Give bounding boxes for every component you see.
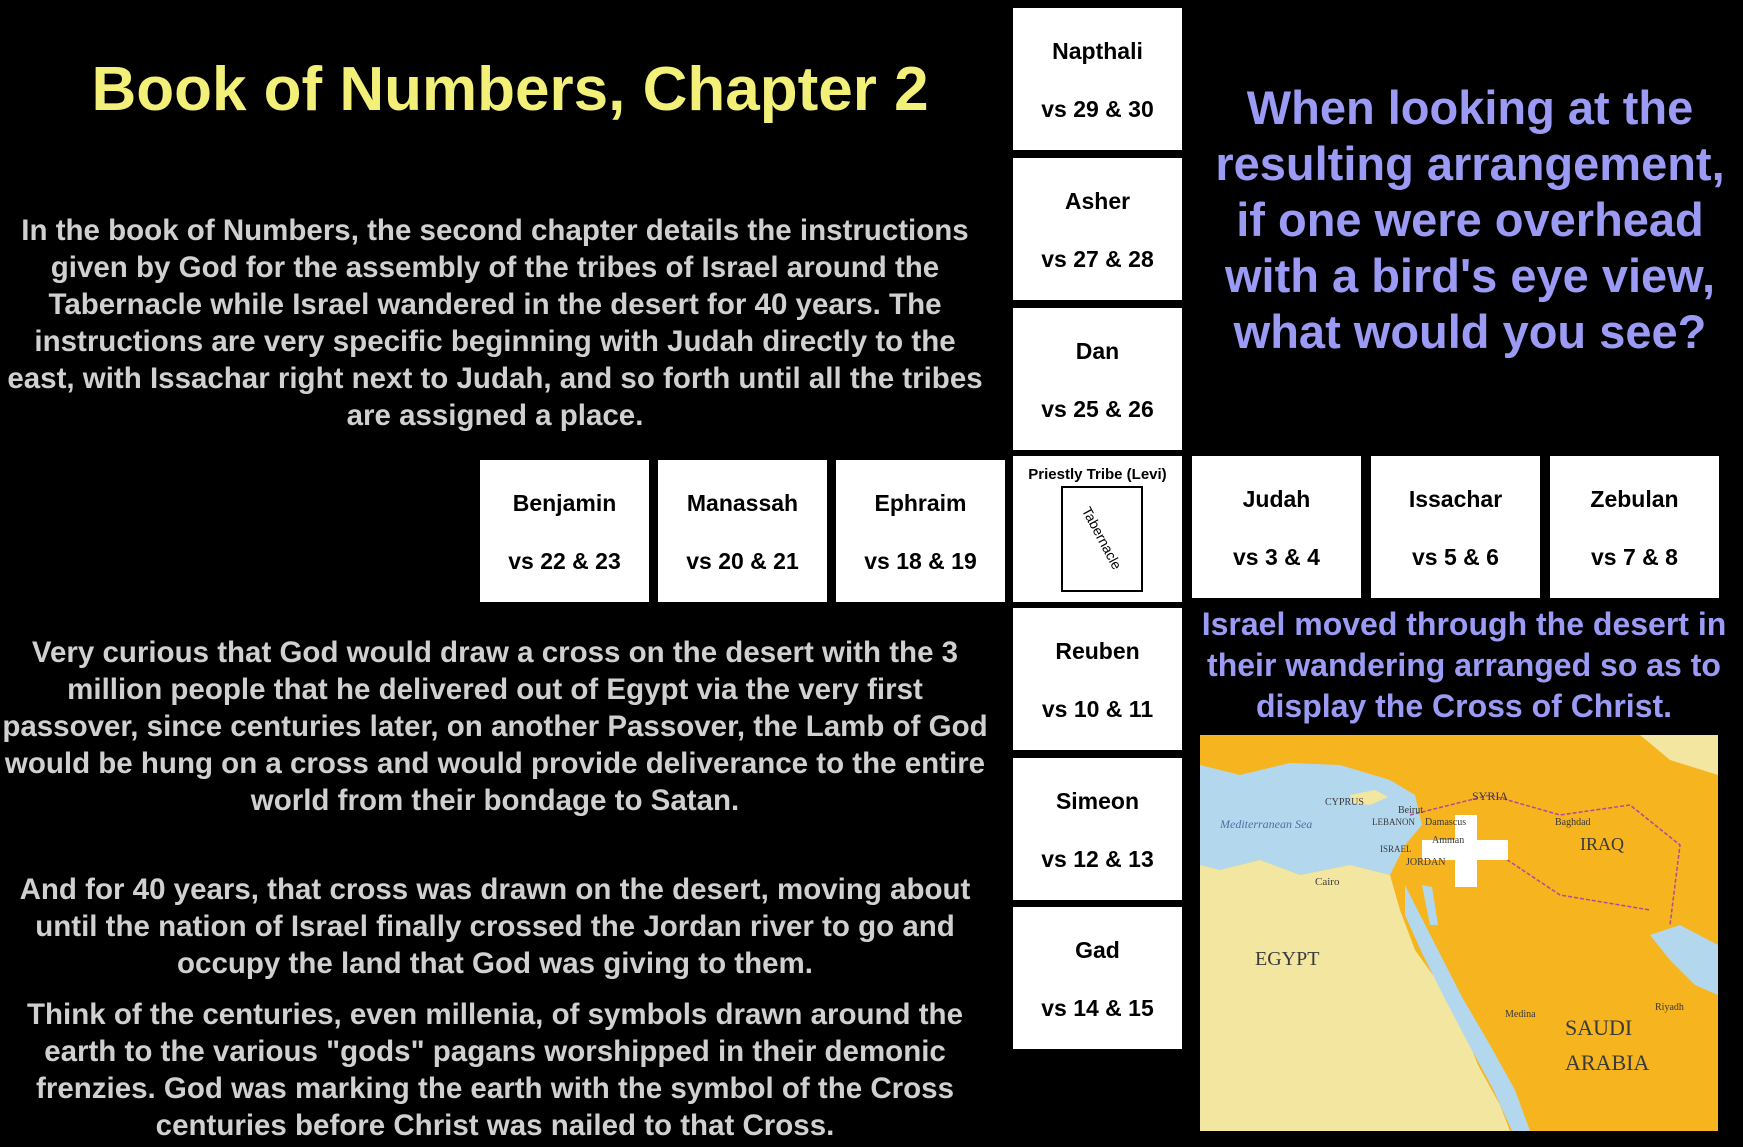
tribe-verses: vs 14 & 15 (1041, 995, 1154, 1021)
tribe-box-dan (1013, 308, 1182, 450)
tribe-verses: vs 10 & 11 (1041, 696, 1154, 722)
tribe-verses: vs 27 & 28 (1041, 246, 1154, 272)
levi-label: Priestly Tribe (Levi) (1028, 466, 1167, 483)
tribe-box-reuben (1013, 608, 1182, 750)
tribe-name: Gad (1075, 937, 1120, 963)
tribe-name: Manassah (686, 490, 799, 516)
tribe-verses: vs 29 & 30 (1041, 96, 1154, 122)
tribe-name: Simeon (1055, 788, 1140, 814)
intro-paragraph: In the book of Numbers, the second chapter details the instructions given by God for the assembly of the tribes of Israel around the Tabernacle while Israel wandered in the desert for 40 years. The instructions are very specific beginning with Judah directly to the east, with Issachar right next to Judah, and so forth until all the tribes are assigned a place. (7, 214, 983, 432)
tribe-box-ephraim (836, 460, 1005, 602)
tribe-verses: vs 12 & 13 (1041, 846, 1154, 872)
forty-years-paragraph: And for 40 years, that cross was drawn on the desert, moving about until the nation of Israel finally crossed the Jordan river to go and occupy the land that God was giving to them. (19, 873, 971, 980)
lebanon-label: LEBANON (1372, 817, 1415, 827)
med-sea-label: Mediterranean Sea (1220, 817, 1313, 831)
tribe-box-simeon (1013, 758, 1182, 900)
curious-paragraph: Very curious that God would draw a cross on the desert with the 3 million people that he delivered out of Egypt via the very first passover, since centuries later, on another Passover, the Lamb of God would be hung on a cross and would provide deliverance to the entire world from their bondage to Satan. (2, 636, 988, 817)
tribe-box-issachar (1371, 456, 1540, 598)
page-title: Book of Numbers, Chapter 2 (91, 55, 929, 124)
cyprus-label: CYPRUS (1325, 797, 1364, 808)
syria-label: SYRIA (1472, 789, 1509, 803)
tribe-box-manassah (658, 460, 827, 602)
tribe-name: Dan (1075, 338, 1120, 364)
tabernacle-label: Tabernacle (1078, 504, 1126, 572)
damascus-label: Damascus (1425, 817, 1467, 828)
tribe-name: Benjamin (512, 490, 617, 516)
tribe-box-napthali (1013, 8, 1182, 150)
jordan-label: JORDAN (1406, 857, 1446, 868)
map-caption: Israel moved through the desert in their wandering arranged so as to display the Cross of Christ. (1201, 606, 1727, 724)
amman-label: Amman (1432, 835, 1465, 846)
cairo-label: Cairo (1315, 876, 1340, 888)
tribe-name: Judah (1242, 486, 1311, 512)
tribe-verses: vs 22 & 23 (508, 548, 621, 574)
tribe-verses: vs 25 & 26 (1041, 396, 1154, 422)
tribe-name: Ephraim (874, 490, 967, 516)
saudi-label: SAUDI (1565, 1015, 1633, 1040)
question-text: When looking at the resulting arrangement, if one were overhead with a bird's eye view, what would you see? (1215, 81, 1725, 358)
tribe-verses: vs 20 & 21 (686, 548, 799, 574)
israel-label: ISRAEL (1380, 844, 1412, 854)
tribe-name: Reuben (1055, 638, 1140, 664)
iraq-label: IRAQ (1580, 834, 1624, 854)
arabia-label: ARABIA (1565, 1050, 1650, 1075)
tribe-verses: vs 3 & 4 (1233, 544, 1320, 570)
beirut-label: Beirut (1398, 805, 1423, 816)
tribe-box-asher (1013, 158, 1182, 300)
baghdad-label: Baghdad (1555, 817, 1591, 828)
tribe-name: Napthali (1052, 38, 1143, 64)
tribe-box-zebulan (1550, 456, 1719, 598)
medina-label: Medina (1505, 1009, 1536, 1020)
tribe-verses: vs 18 & 19 (864, 548, 977, 574)
riyadh-label: Riyadh (1655, 1002, 1684, 1013)
middle-east-map (1200, 735, 1718, 1131)
tribe-name: Issachar (1408, 486, 1503, 512)
tribe-box-judah (1192, 456, 1361, 598)
tribe-name: Zebulan (1590, 486, 1679, 512)
tribe-verses: vs 7 & 8 (1591, 544, 1678, 570)
tribe-verses: vs 5 & 6 (1412, 544, 1499, 570)
levi-box (1013, 456, 1182, 602)
egypt-label: EGYPT (1255, 948, 1320, 970)
tribe-name: Asher (1064, 188, 1131, 214)
tabernacle-rect (1061, 486, 1143, 592)
think-paragraph: Think of the centuries, even millenia, of symbols drawn around the earth to the various "gods" pagans worshipped in their demonic frenzies. God was marking the earth with the symbol of the Cross centuries before Christ was nailed to that Cross. (27, 998, 963, 1142)
tribe-box-benjamin (480, 460, 649, 602)
tribe-box-gad (1013, 907, 1182, 1049)
